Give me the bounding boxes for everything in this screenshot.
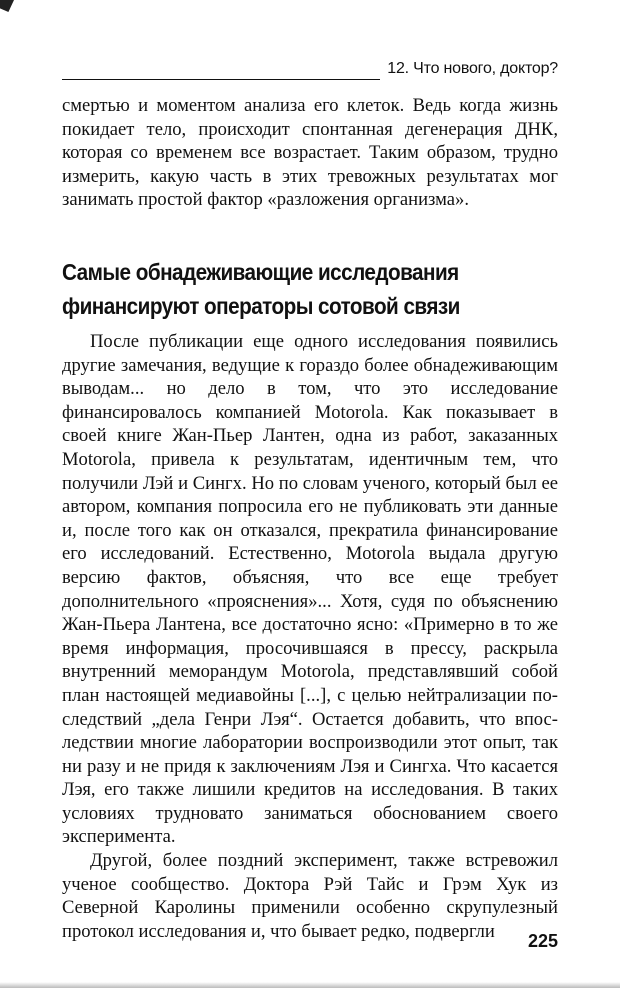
intro-paragraph-block [62, 94, 558, 212]
section-heading-line-1: Самые обнадеживающие исследования [62, 259, 459, 285]
body-paragraph: Другой, более поздний эксперимент, также встревожил ученое сообщество. Доктора Рэй Тайс и Грэм Хук из Северной Каролины применили особенно скрупулезный протокол исследования и, что бывает редко, подвергли [62, 850, 558, 942]
section-heading-line-2: финансируют операторы сотовой связи [62, 293, 460, 319]
scan-edge [0, 982, 620, 988]
body-text [62, 330, 558, 943]
chapter-title: 12. Что нового, доктор? [387, 60, 558, 77]
section-heading [62, 255, 494, 323]
running-header [62, 60, 558, 84]
intro-paragraph: смертью и моментом анализа его клеток. Ведь когда жизнь покидает тело, происходит спонтанная дегенерация ДНК, которая со временем все возрастает. Таким образом, трудно измерить, какую часть в этих тревожных результатах мог занимать простой фактор «разложения организма». [62, 95, 558, 211]
header-rule [62, 79, 380, 80]
body-paragraph: После публикации еще одного исследования появились другие замечания, ведущие к гораздо более обнадеживающим выводам... но дело в том, что это исследование финансировалось компанией Motorola. Как показывает в своей книге Жан-Пьер Лантен, одна из работ, заказанных Motorola, привела к результатам, идентичным тем, что получили Лэй и Сингх. Но по словам ученого, который был ее автором, компания попросила его не публиковать эти данные и, после того как он отказался, прекратила финансирование его исследований. Естественно, Motorola выдала другую версию фактов, объясняя, что все еще требует дополнительного «прояснения»... Хотя, судя по объяснению Жан-Пьера Лантена, все достаточно ясно: «Примерно в то же время информация, просочившаяся в прессу, раскрыла внутренний меморандум Motorola, представлявший собой план настоящей медиавойны [...], с целью нейтрализации последствий „дела Генри Лэя“. Остается добавить, что впоследствии многие лаборатории воспроизводили этот опыт, так ни разу и не придя к заключениям Лэя и Сингха. Что касается Лэя, его также лишили кредитов на исследования. В таких условиях трудновато заниматься обоснованием своего эксперимента. [62, 331, 558, 848]
page-number: 225 [527, 931, 558, 951]
scan-artifact [0, 0, 14, 12]
